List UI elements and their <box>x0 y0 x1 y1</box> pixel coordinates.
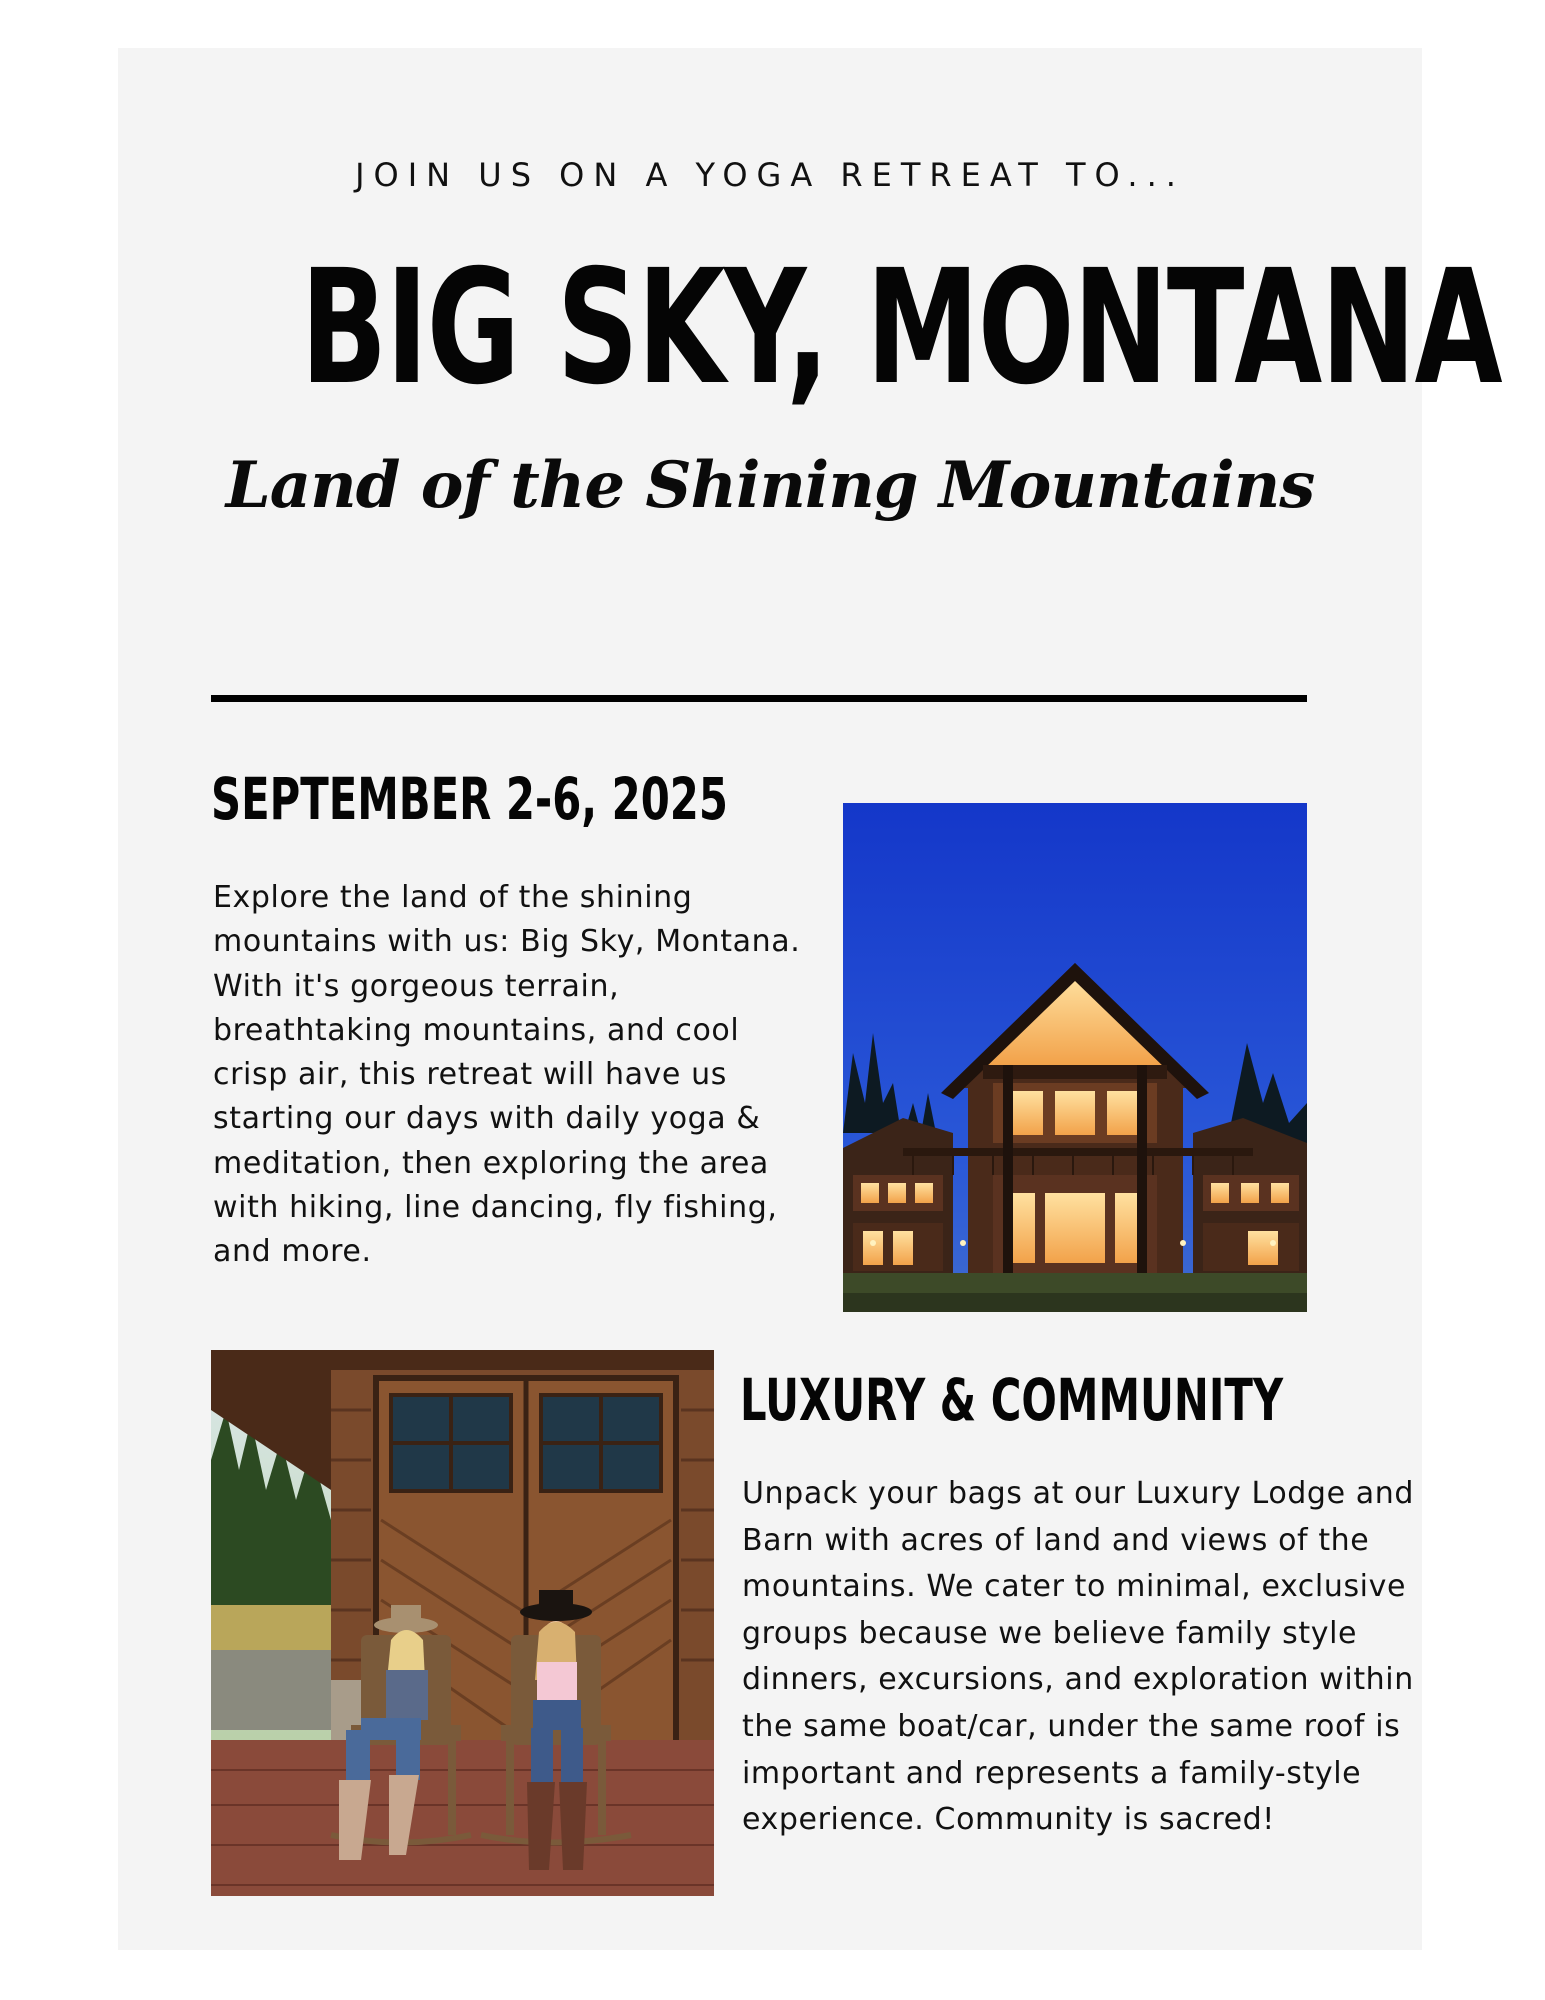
porch-illustration <box>211 1350 714 1896</box>
horizontal-divider <box>211 695 1307 702</box>
kicker-text: JOIN US ON A YOGA RETREAT TO... <box>355 156 1185 194</box>
flyer-page <box>118 48 1502 1950</box>
porch-rocking-chairs-photo <box>211 1350 714 1896</box>
lodge-night-photo <box>843 803 1307 1312</box>
luxury-community-heading: LUXURY & COMMUNITY <box>740 1366 1284 1434</box>
page-title: BIG SKY, MONTANA <box>300 236 1502 420</box>
event-description: Explore the land of the shining mountains with us: Big Sky, Montana. With it's gorgeous terrain, breathtaking mountains, and cool crisp air, this retreat will have us starting our days with daily yoga & meditation, then exploring the area with hiking, line dancing, fly fishing, and more. <box>213 880 801 1270</box>
lodge-illustration <box>843 803 1307 1312</box>
luxury-description: Unpack your bags at our Luxury Lodge and Barn with acres of land and views of the mountains. We cater to minimal, exclusive groups because we believe family style dinners, excursions, and exploration within the same boat/car, under the same roof is important and represents a family-style experience. Community is sacred! <box>742 1476 1415 1838</box>
script-subtitle: Land of the Shining Mountains <box>225 448 1315 523</box>
event-date-heading: SEPTEMBER 2-6, 2025 <box>211 765 728 833</box>
